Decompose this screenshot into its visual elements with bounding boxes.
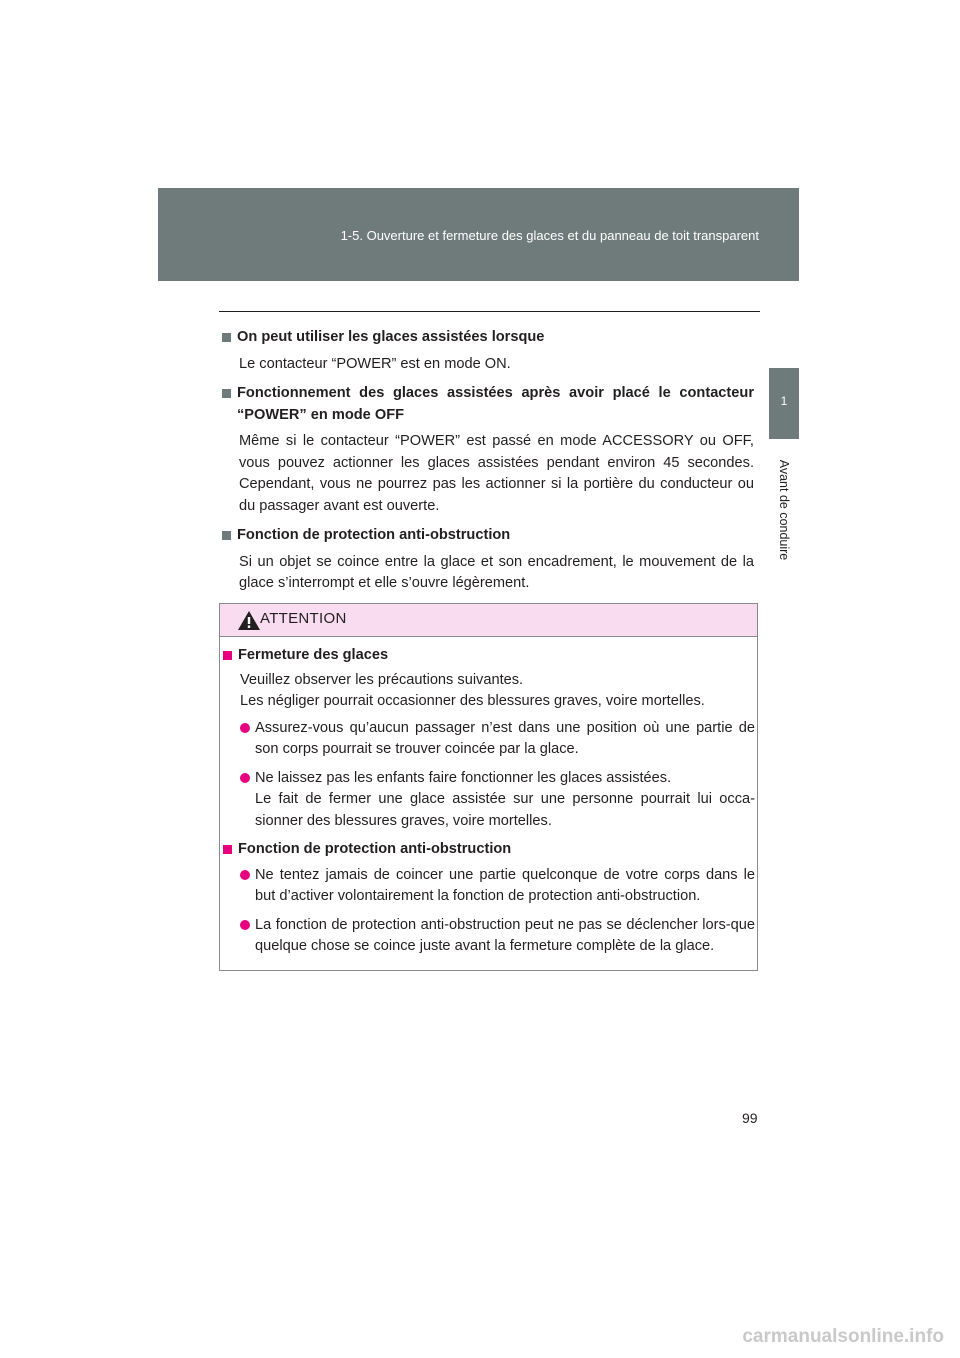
warning-heading-text: Fonction de protection anti-obstruction xyxy=(238,841,512,857)
warning-bullet xyxy=(223,718,755,761)
warning-title: ATTENTION xyxy=(260,610,347,627)
warning-bullet-line: Le fait de fermer une glace assistée sur une personne pourrait lui occa-sionner des blessures graves, voire mortelles. xyxy=(255,791,755,829)
warning-bullet xyxy=(223,915,755,958)
bullet-dot-icon xyxy=(240,920,250,930)
main-content xyxy=(222,327,754,603)
chapter-side-tab xyxy=(769,368,799,439)
warning-heading-text: Fermeture des glaces xyxy=(238,647,389,663)
watermark: carmanualsonline.info xyxy=(742,1326,944,1347)
page-number: 99 xyxy=(742,1110,758,1126)
warning-bullet-text: Assurez-vous qu’aucun passager n’est dans une position où une partie de son corps pourrait se trouver coincée par la glace. xyxy=(255,719,755,757)
warning-content xyxy=(223,645,755,965)
section-heading xyxy=(222,327,754,349)
warning-bullet xyxy=(223,768,755,833)
warning-triangle-icon xyxy=(237,610,261,631)
warning-intro xyxy=(223,670,755,713)
heading-square-icon xyxy=(222,531,231,540)
heading-square-icon xyxy=(222,333,231,342)
warning-heading xyxy=(223,645,755,667)
bullet-dot-icon xyxy=(240,870,250,880)
bullet-dot-icon xyxy=(240,773,250,783)
chapter-header-bar xyxy=(158,188,799,281)
section-heading-text: Fonctionnement des glaces assistées après avoir placé le contacteur “POWER” en mode OFF xyxy=(237,385,754,423)
warning-bullet-line: Ne laissez pas les enfants faire fonctionner les glaces assistées. xyxy=(255,769,672,786)
warning-bullet xyxy=(223,865,755,908)
heading-square-icon xyxy=(223,651,232,660)
section-divider xyxy=(219,311,760,312)
warning-intro-line: Veuillez observer les précautions suivantes. xyxy=(240,671,524,688)
section-heading-text: Fonction de protection anti-obstruction xyxy=(237,527,511,543)
warning-bullet-text: La fonction de protection anti-obstruction peut ne pas se déclencher lors-que quelque chose se coince juste avant la fermeture complète de la glace. xyxy=(255,916,755,954)
section-text: Le contacteur “POWER” est en mode ON. xyxy=(239,355,511,372)
section-heading xyxy=(222,525,754,547)
section-heading-text: On peut utiliser les glaces assistées lorsque xyxy=(237,329,545,345)
chapter-number: 1 xyxy=(780,394,788,408)
heading-square-icon xyxy=(222,389,231,398)
warning-heading xyxy=(223,839,755,861)
heading-square-icon xyxy=(223,845,232,854)
chapter-side-label: Avant de conduire xyxy=(777,459,791,561)
warning-box xyxy=(219,603,758,971)
chapter-title: 1-5. Ouverture et fermeture des glaces et du panneau de toit transparent xyxy=(340,228,759,243)
warning-intro-line: Les négliger pourrait occasionner des blessures graves, voire mortelles. xyxy=(240,693,705,709)
section-heading xyxy=(222,383,754,426)
bullet-dot-icon xyxy=(240,723,250,733)
warning-bullet-text xyxy=(255,768,755,833)
warning-bullet-text: Ne tentez jamais de coincer une partie quelconque de votre corps dans le but d’activer volontairement la fonction de protection anti-obstruction. xyxy=(255,866,755,904)
section-text: Même si le contacteur “POWER” est passé en mode ACCESSORY ou OFF, vous pouvez actionner les glaces assistées pendant environ 45 secondes. Cependant, vous ne pourrez pas les actionner si la portière du conducteur ou du passager avant est ouverte. xyxy=(239,433,754,514)
warning-header xyxy=(220,604,757,637)
section-text: Si un objet se coince entre la glace et son encadrement, le mouvement de la glace s’interrompt et elle s’ouvre légèrement. xyxy=(239,553,754,591)
